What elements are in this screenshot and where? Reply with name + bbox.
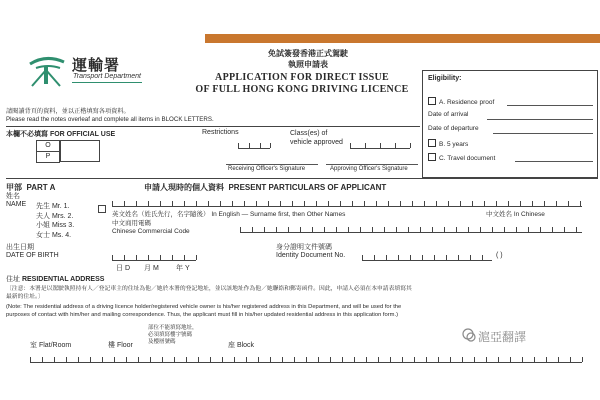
- comb-tick: [198, 357, 199, 362]
- address-hint-line2: 必須填寫樓宇號碼: [148, 332, 193, 338]
- comb-tick: [412, 201, 413, 206]
- date-of-birth-field[interactable]: [112, 250, 196, 261]
- english-name-label-english: In English — Surname first, then Other Names: [211, 211, 346, 218]
- comb-tick: [162, 357, 163, 362]
- chinese-commercial-code-label: [112, 220, 190, 236]
- comb-tick: [564, 227, 565, 232]
- wechat-icon: [462, 328, 476, 342]
- comb-tick: [410, 255, 411, 260]
- comb-tick: [400, 201, 401, 206]
- comb-tick: [378, 357, 379, 362]
- comb-tick: [124, 255, 125, 260]
- comb-tick: [422, 255, 423, 260]
- identity-document-label-english: Identity Document No.: [276, 252, 346, 259]
- comb-tick: [472, 201, 473, 206]
- comb-tick: [30, 357, 31, 362]
- comb-tick: [172, 255, 173, 260]
- eligibility-option-b-label: B. 5 years: [439, 141, 469, 148]
- title-option-miss[interactable]: [36, 221, 74, 231]
- comb-tick: [434, 255, 435, 260]
- comb-tick: [504, 227, 505, 232]
- dob-month-label: 月 M: [144, 265, 159, 272]
- comb-tick: [150, 357, 151, 362]
- comb-tick: [446, 255, 447, 260]
- dob-day-label: 日 D: [116, 265, 130, 272]
- title-option-mrs-number: 2.: [67, 212, 74, 220]
- title-option-ms-chinese: 女士: [36, 231, 50, 239]
- comb-tick: [340, 201, 341, 206]
- comb-tick: [288, 227, 289, 232]
- title-option-miss-chinese: 小姐: [36, 222, 50, 229]
- residential-address-label: [6, 276, 104, 284]
- comb-tick: [364, 201, 365, 206]
- title-option-mrs[interactable]: [36, 212, 74, 222]
- restrictions-field[interactable]: [238, 138, 270, 149]
- official-code-p: P: [36, 151, 60, 163]
- comb-tick: [546, 357, 547, 362]
- address-note-chinese-line1: 〔注意：本署是以駕駛執照持有人／登記車主的住址為他／她於本署的登記地址，並以該地址作為他／她聯絡和郵寄函件。因此，申請人必須在本申請表填寫其: [6, 286, 412, 292]
- title-options: [36, 202, 74, 240]
- comb-tick: [384, 227, 385, 232]
- comb-tick: [90, 357, 91, 362]
- english-name-field[interactable]: [112, 196, 582, 207]
- comb-tick: [352, 201, 353, 206]
- comb-tick: [114, 357, 115, 362]
- comb-tick: [240, 227, 241, 232]
- comb-tick: [544, 201, 545, 206]
- comb-tick: [312, 227, 313, 232]
- comb-tick: [222, 357, 223, 362]
- comb-tick: [532, 201, 533, 206]
- transport-department-logo-icon: [26, 52, 68, 88]
- comb-tick: [458, 255, 459, 260]
- comb-tick: [42, 357, 43, 362]
- title-option-miss-number: 3.: [68, 222, 75, 229]
- comb-tick: [318, 357, 319, 362]
- comb-tick: [126, 357, 127, 362]
- agency-underline: [72, 82, 142, 83]
- comb-tick: [516, 227, 517, 232]
- residential-address-label-english: RESIDENTIAL ADDRESS: [21, 276, 105, 283]
- address-hint-line1: 部位不能填寫地址，: [148, 325, 198, 331]
- comb-tick: [486, 357, 487, 362]
- comb-tick: [258, 357, 259, 362]
- residential-address-field[interactable]: [30, 352, 582, 363]
- comb-tick: [270, 357, 271, 362]
- official-use-label-chinese: 本欄不必填寫: [6, 131, 48, 138]
- checkbox-icon[interactable]: [428, 153, 436, 161]
- comb-tick: [556, 201, 557, 206]
- title-option-mr-english: Mr.: [51, 203, 62, 210]
- comb-tick: [420, 227, 421, 232]
- identity-check-digit[interactable]: ( ): [496, 252, 503, 259]
- travel-document-line[interactable]: [515, 161, 593, 162]
- comb-tick: [402, 357, 403, 362]
- block-label: 座 Block: [228, 342, 255, 349]
- form-title-chinese: [268, 48, 348, 70]
- official-code-o: O: [36, 140, 60, 152]
- comb-tick: [456, 227, 457, 232]
- comb-tick: [470, 255, 471, 260]
- comb-tick: [482, 255, 483, 260]
- residential-address-label-chinese: 住址: [6, 276, 20, 283]
- vehicle-class-label-line2: vehicle approved: [290, 139, 343, 146]
- eligibility-title: Eligibility:: [428, 75, 462, 82]
- comb-tick: [462, 357, 463, 362]
- comb-tick: [414, 357, 415, 362]
- title-option-mr-chinese: 先生: [36, 203, 50, 210]
- comb-tick: [186, 357, 187, 362]
- official-code-box[interactable]: [60, 140, 100, 162]
- comb-tick: [172, 201, 173, 206]
- agency-name-english: Transport Department: [73, 73, 141, 80]
- date-of-birth-label-chinese: 出生日期: [6, 244, 34, 251]
- comb-tick: [276, 227, 277, 232]
- comb-tick: [508, 201, 509, 206]
- title-choice-box[interactable]: [98, 205, 106, 213]
- comb-tick: [252, 227, 253, 232]
- vehicle-class-label-line1: Class(es) of: [290, 130, 328, 137]
- comb-tick: [148, 201, 149, 206]
- checkbox-icon[interactable]: [428, 139, 436, 147]
- comb-tick: [460, 201, 461, 206]
- comb-tick: [246, 357, 247, 362]
- form-title-english-line2: OF FULL HONG KONG DRIVING LICENCE: [195, 84, 409, 95]
- flat-room-label: 室 Flat/Room: [30, 342, 72, 349]
- comb-tick: [522, 357, 523, 362]
- comb-tick: [528, 227, 529, 232]
- restrictions-label: Restrictions: [202, 129, 239, 136]
- comb-tick: [480, 227, 481, 232]
- comb-tick: [174, 357, 175, 362]
- checkbox-icon[interactable]: [428, 97, 436, 105]
- comb-tick: [234, 357, 235, 362]
- address-note-english-line2: purposes of contact with him/her and mailing correspondence. Thus, the applicant must fill in his/her updated residential address in this application form.): [6, 311, 399, 318]
- comb-tick: [534, 357, 535, 362]
- identity-document-label: [276, 244, 345, 260]
- comb-tick: [552, 227, 553, 232]
- title-option-ms-number: 4.: [65, 231, 72, 239]
- comb-tick: [398, 255, 399, 260]
- comb-tick: [498, 357, 499, 362]
- approving-signature-line[interactable]: [326, 164, 418, 165]
- comb-tick: [436, 201, 437, 206]
- form-title-english-line1: APPLICATION FOR DIRECT ISSUE: [215, 72, 389, 83]
- comb-tick: [362, 255, 363, 260]
- receiving-officer-signature-label: Receiving Officer's Signature: [228, 166, 306, 172]
- comb-tick: [136, 255, 137, 260]
- comb-tick: [438, 357, 439, 362]
- chinese-commercial-code-field[interactable]: [240, 222, 582, 233]
- part-a-heading: [144, 182, 386, 193]
- comb-tick: [138, 357, 139, 362]
- comb-tick: [160, 255, 161, 260]
- address-hint-line3: 及樓層號碼: [148, 339, 176, 345]
- title-option-mrs-english: Mrs.: [51, 212, 66, 220]
- comb-tick: [342, 357, 343, 362]
- chinese-commercial-code-label-english: Chinese Commercial Code: [112, 228, 190, 235]
- comb-tick: [112, 201, 113, 206]
- eligibility-option-c[interactable]: [428, 153, 495, 162]
- comb-tick: [184, 255, 185, 260]
- comb-tick: [360, 227, 361, 232]
- eligibility-box: [422, 70, 598, 178]
- comb-tick: [336, 227, 337, 232]
- watermark-text: 滬亞翻譯: [478, 330, 527, 344]
- comb-tick: [78, 357, 79, 362]
- chinese-name-label-chinese: 中文姓名: [486, 211, 512, 218]
- comb-tick: [570, 357, 571, 362]
- address-hint: [148, 325, 198, 346]
- comb-tick: [450, 357, 451, 362]
- date-of-arrival-label: Date of arrival: [428, 111, 469, 118]
- comb-tick: [386, 255, 387, 260]
- comb-tick: [374, 255, 375, 260]
- eligibility-option-c-label: C. Travel document: [439, 155, 496, 162]
- comb-tick: [328, 201, 329, 206]
- name-label-english: NAME: [6, 201, 27, 208]
- date-of-departure-line[interactable]: [493, 133, 593, 134]
- title-option-ms-english: Ms.: [51, 231, 64, 239]
- identity-document-field[interactable]: [362, 250, 492, 261]
- comb-tick: [468, 227, 469, 232]
- comb-tick: [492, 227, 493, 232]
- comb-tick: [264, 227, 265, 232]
- comb-tick: [580, 201, 581, 206]
- comb-tick: [474, 357, 475, 362]
- comb-tick: [376, 201, 377, 206]
- agency-name-chinese: 運輸署: [72, 58, 121, 74]
- comb-tick: [210, 357, 211, 362]
- comb-tick: [196, 201, 197, 206]
- official-use-label-english: FOR OFFICIAL USE: [49, 131, 116, 138]
- part-a-label-english: PART A: [26, 183, 56, 192]
- official-use-label: [6, 129, 115, 139]
- comb-tick: [510, 357, 511, 362]
- eligibility-option-a-label: A. Residence proof: [439, 99, 495, 106]
- comb-tick: [496, 201, 497, 206]
- comb-tick: [582, 357, 583, 362]
- part-a-divider: [6, 178, 598, 179]
- comb-tick: [102, 357, 103, 362]
- comb-tick: [208, 201, 209, 206]
- date-of-departure-label: Date of departure: [428, 125, 479, 132]
- comb-tick: [124, 201, 125, 206]
- address-note: [6, 286, 596, 319]
- title-option-mrs-chinese: 夫人: [36, 212, 50, 220]
- date-of-birth-label-english: DATE OF BIRTH: [6, 252, 59, 259]
- comb-tick: [300, 227, 301, 232]
- comb-tick: [558, 357, 559, 362]
- comb-tick: [388, 201, 389, 206]
- part-a-heading-chinese: 申請人現時的個人資料: [144, 183, 224, 192]
- comb-tick: [444, 227, 445, 232]
- comb-tick: [432, 227, 433, 232]
- receiving-signature-line[interactable]: [226, 164, 318, 165]
- comb-tick: [244, 201, 245, 206]
- form-notes: [6, 108, 214, 124]
- comb-tick: [196, 255, 197, 260]
- comb-tick: [268, 201, 269, 206]
- english-name-label: [112, 209, 345, 218]
- title-option-mr-number: 1.: [63, 203, 70, 210]
- comb-tick: [484, 201, 485, 206]
- part-a-heading-english: PRESENT PARTICULARS OF APPLICANT: [228, 183, 387, 192]
- comb-tick: [160, 201, 161, 206]
- form-title-english: [172, 72, 432, 96]
- part-a-label-chinese: 甲部: [6, 183, 22, 192]
- comb-tick: [366, 357, 367, 362]
- identity-document-label-chinese: 身分證明文件號碼: [276, 244, 332, 251]
- comb-tick: [294, 357, 295, 362]
- comb-tick: [292, 201, 293, 206]
- date-of-birth-label: [6, 244, 59, 260]
- title-option-mr[interactable]: [36, 202, 74, 212]
- comb-tick: [66, 357, 67, 362]
- comb-tick: [304, 201, 305, 206]
- comb-tick: [184, 201, 185, 206]
- comb-tick: [448, 201, 449, 206]
- comb-tick: [54, 357, 55, 362]
- comb-tick: [148, 255, 149, 260]
- address-note-chinese-line2: 最新的住址。〕: [6, 293, 44, 300]
- comb-tick: [424, 201, 425, 206]
- comb-tick: [576, 227, 577, 232]
- title-option-ms[interactable]: [36, 231, 74, 241]
- comb-tick: [372, 227, 373, 232]
- vehicle-class-field[interactable]: [350, 138, 410, 149]
- comb-tick: [306, 357, 307, 362]
- residence-proof-line[interactable]: [507, 105, 593, 106]
- chinese-name-label-english: In Chinese: [513, 211, 545, 218]
- comb-tick: [280, 201, 281, 206]
- comb-tick: [324, 227, 325, 232]
- part-a-label: [6, 182, 55, 193]
- comb-tick: [232, 201, 233, 206]
- comb-tick: [136, 201, 137, 206]
- eligibility-option-b[interactable]: [428, 139, 468, 148]
- eligibility-option-a[interactable]: [428, 97, 494, 106]
- comb-tick: [112, 255, 113, 260]
- header-accent-bar: [205, 34, 600, 43]
- date-of-arrival-line[interactable]: [487, 119, 593, 120]
- comb-tick: [408, 227, 409, 232]
- english-name-label-chinese: 英文姓名（姓氏先行，名字隨後）: [112, 211, 210, 218]
- address-note-english-line1: (Note: The residential address of a driving licence holder/registered vehicle owner is his/her registered address in this Department, and will be used for the: [6, 304, 402, 310]
- comb-tick: [390, 357, 391, 362]
- form-title-chinese-line2: 執照申請表: [288, 60, 328, 69]
- comb-tick: [426, 357, 427, 362]
- dob-year-label: 年 Y: [176, 265, 190, 272]
- approving-officer-signature-label: Approving Officer's Signature: [330, 166, 408, 172]
- comb-tick: [282, 357, 283, 362]
- comb-tick: [348, 227, 349, 232]
- comb-tick: [316, 201, 317, 206]
- chinese-name-label: [486, 209, 545, 218]
- comb-tick: [568, 201, 569, 206]
- comb-tick: [220, 201, 221, 206]
- comb-tick: [256, 201, 257, 206]
- title-option-miss-english: Miss: [51, 222, 67, 229]
- comb-tick: [396, 227, 397, 232]
- form-notes-english: Please read the notes overleaf and complete all items in BLOCK LETTERS.: [6, 116, 214, 123]
- vehicle-class-label: [290, 129, 343, 147]
- comb-tick: [354, 357, 355, 362]
- name-label: [6, 193, 26, 209]
- name-label-chinese: 姓名: [6, 193, 20, 200]
- chinese-commercial-code-label-chinese: 中文商用電碼: [112, 220, 151, 227]
- floor-label: 樓 Floor: [108, 342, 133, 349]
- form-title-chinese-line1: 免試簽發香港正式駕駛: [268, 49, 348, 58]
- comb-tick: [330, 357, 331, 362]
- comb-tick: [520, 201, 521, 206]
- comb-tick: [540, 227, 541, 232]
- form-notes-chinese: 請閱讀背頁的資料，並以正楷填寫各項資料。: [6, 108, 130, 115]
